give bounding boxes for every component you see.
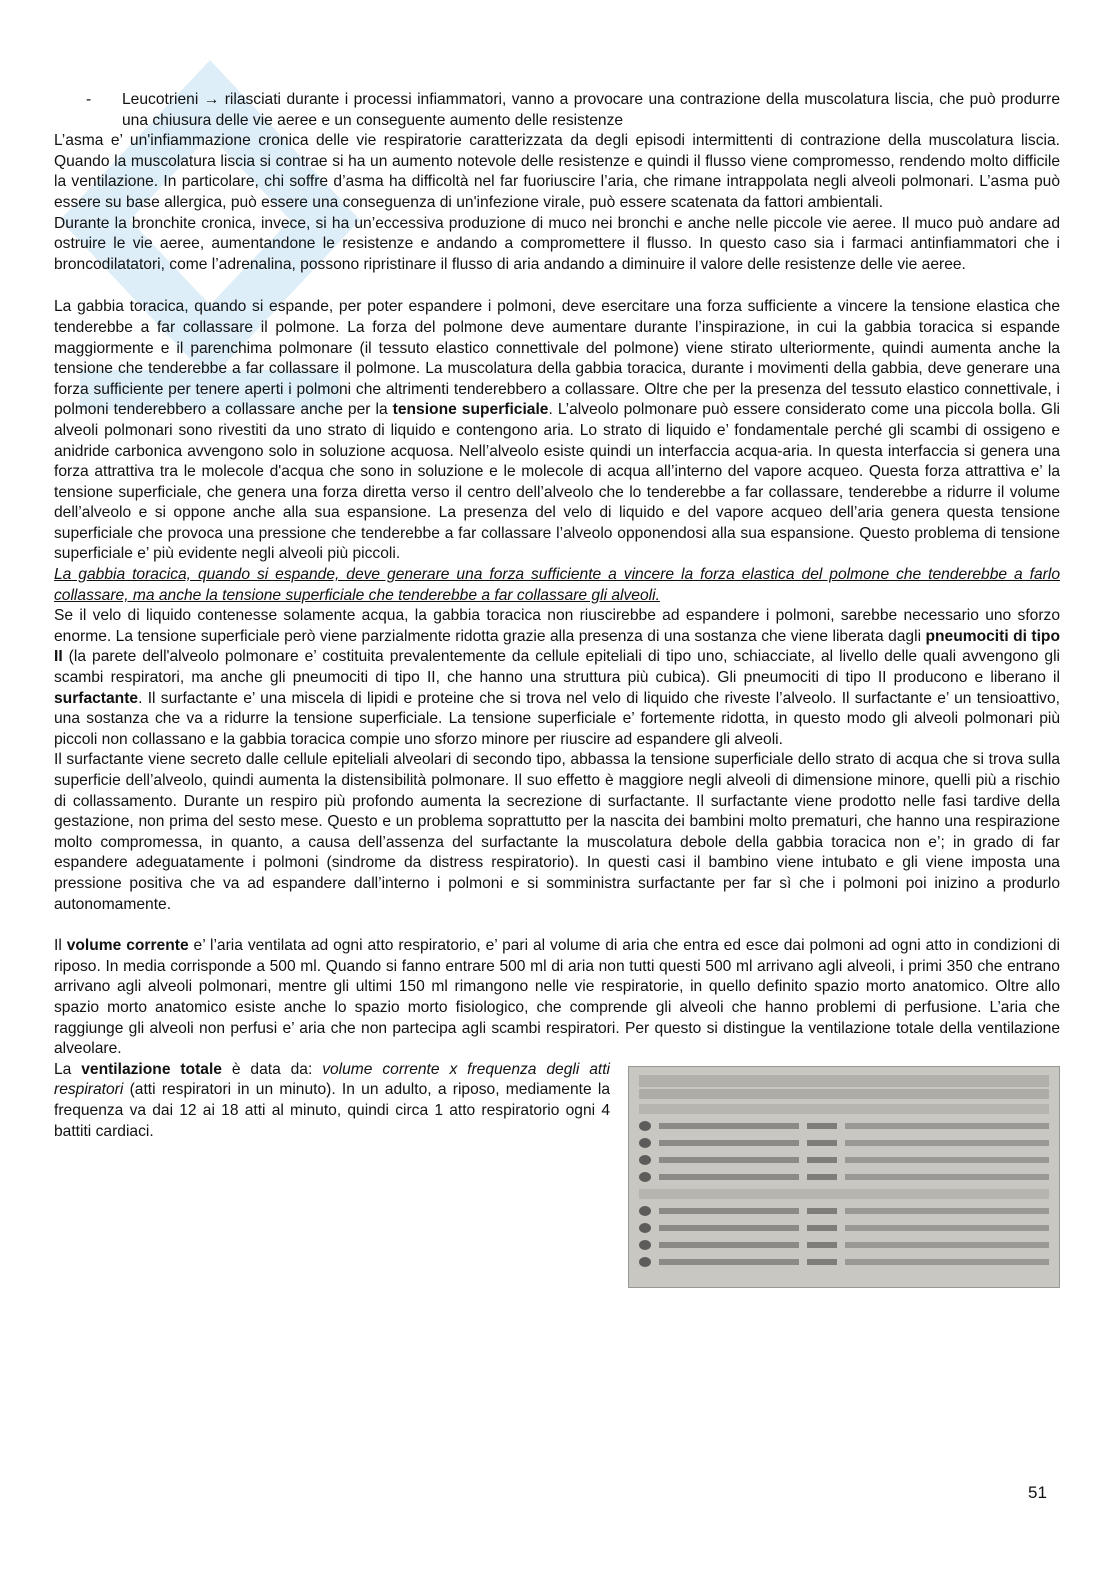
- bullet-item: [54, 90, 1060, 131]
- paragraph-gabbia-toracica: La gabbia toracica, quando si espande, per poter espandere i polmoni, deve esercitare una forza sufficiente a vincere la tensione elastica che tenderebbe a far collassare il polmone. La forza del polmone deve aumentare durante l’inspirazione, in cui la gabbia toracica si espande maggiormente e il parenchima polmonare (il tessuto elastico connettivale del polmone) viene stirato ulteriormente, quindi aumenta anche la tensione che tenderebbe a far collassare il polmone. La muscolatura della gabbia toracica, durante i movimenti della gabbia, deve generare una forza sufficiente per tenere aperti i polmoni che altrimenti tenderebbero a collassare. Oltre che per la presenza del tessuto elastico connettivale, i polmoni tenderebbero a collassare anche per la tensione superficiale. L’alveolo polmonare può essere considerato come una piccola bolla. Gli alveoli polmonari sono rivestiti da uno strato di liquido e contengono aria. Lo strato di liquido e’ fondamentale perché gli scambi di ossigeno e anidride carbonica avvengono solo in soluzione acquosa. Nell’alveolo esiste quindi un interfaccia acqua-aria. In questa interfaccia si genera una forza attrattiva tra le molecole d'acqua che sono in soluzione e le molecole di acqua all’interno del vapore acqueo. Questa forza attrattiva e’ la tensione superficiale, che genera una forza diretta verso il centro dell’alveolo che lo tenderebbe a far collassare, tenderebbe a ridurre il volume dell’alveolo e si oppone anche alla sua espansione. La presenza del velo di liquido e del vapore acqueo dell’aria genera questa tensione superficiale che provoca una pressione che tenderebbe a far collassare l’alveolo opponendosi alla sua espansione. Questo problema di tensione superficiale e’ più evidente negli alveoli più piccoli.: [54, 298, 1060, 563]
- bold-term: surfactante: [54, 689, 139, 707]
- bullet-text: Leucotrieni → rilasciati durante i processi infiammatori, vanno a provocare una contrazione della muscolatura liscia, che può produrre una chiusura delle vie aeree e un conseguente aumento delle resistenze: [122, 91, 1060, 129]
- document-body: [54, 90, 1060, 1294]
- lung-volumes-table-image: [628, 1066, 1060, 1288]
- paragraph-bronchite: Durante la bronchite cronica, invece, si ha un’eccessiva produzione di muco nei bronchi e anche nelle piccole vie aeree. Il muco può andare ad ostruire le vie aeree, aumentandone le resistenze e andando a compromettere il flusso. In questo caso sia i farmaci antinfiammatori che i broncodilatatori, come l’adrenalina, possono ripristinare il flusso di aria andando a diminuire il valore delle resistenze delle vie aeree.: [54, 214, 1060, 273]
- paragraph-asma: L’asma e’ un'infiammazione cronica delle vie respiratorie caratterizzata da degli episodi intermittenti di contrazione della muscolatura liscia. Quando la muscolatura liscia si contrae si ha un aumento notevole delle resistenze e quindi il flusso viene compromesso, rendendo molto difficile la ventilazione. In particolare, chi soffre d’asma ha difficoltà nel far fuoriuscire l’aria, che rimane intrappolata negli alveoli polmonari. L’asma può essere su base allergica, può essere una conseguenza di un'infezione virale, può essere scatenata da fattori ambientali.: [54, 132, 1060, 211]
- paragraph-surfactante: Se il velo di liquido contenesse solamente acqua, la gabbia toracica non riuscirebbe ad espandere i polmoni, sarebbe necessario uno sforzo enorme. La tensione superficiale però viene parzialmente ridotta grazie alla presenza di una sostanza che viene liberata dagli pneumociti di tipo II (la parete dell'alveolo polmonare e’ costituita prevalentemente da cellule epiteliali di tipo uno, schiacciate, al livello delle quali avvengono gli scambi respiratori, ma anche gli pneumociti di tipo II, che hanno una struttura più cubica). Gli pneumociti di tipo II producono e liberano il surfactante. Il surfactante e’ una miscela di lipidi e proteine che si trova nel velo di liquido che riveste l’alveolo. Il surfactante e’ un tensioattivo, una sostanza che va a ridurre la tensione superficiale. La tensione superficiale e’ fortemente ridotta, in questo modo gli alveoli polmonari più piccoli non collassano e la gabbia toracica compie uno sforzo minore per riuscire ad espandere gli alveoli.: [54, 607, 1060, 748]
- bold-term: ventilazione totale: [81, 1060, 222, 1078]
- bullet-dash: -: [86, 91, 92, 108]
- paragraph-underlined-summary: La gabbia toracica, quando si espande, deve generare una forza sufficiente a vincere la forza elastica del polmone che tenderebbe a farlo collassare, ma anche la tensione superficiale che tenderebbe a far collassare gli alveoli.: [54, 566, 1060, 604]
- paragraph-ventilazione-totale: La ventilazione totale è data da: volume corrente x frequenza degli atti respiratori (atti respiratori in un minuto). In un adulto, a riposo, mediamente la frequenza va dai 12 ai 18 atti al minuto, quindi circa 1 atto respiratorio ogni 4 battiti cardiaci.: [54, 1060, 610, 1140]
- bold-term: tensione superficiale: [392, 401, 549, 419]
- page-number: 51: [1028, 1483, 1047, 1502]
- paragraph-volume-corrente: Il volume corrente e’ l’aria ventilata ad ogni atto respiratorio, e’ pari al volume di aria che entra ed esce dai polmoni ad ogni atto in condizioni di riposo. In media corrisponde a 500 ml. Quando si fanno entrare 500 ml di aria non tutti questi 500 ml arrivano agli alveoli, i primi 350 che entrano arrivano agli alveoli polmonari, mentre gli ultimi 150 ml rimangono nelle vie respiratorie, in quello definito spazio morto anatomico. Oltre allo spazio morto anatomico esiste anche lo spazio morto fisiologico, che comprende gli alveoli che hanno problemi di perfusione. L’aria che raggiunge gli alveoli non perfusi e’ aria che non partecipa agli scambi respiratori. Per questo si distingue la ventilazione totale della ventilazione alveolare.: [54, 937, 1060, 1058]
- bold-term: pneumociti di tipo II: [54, 627, 1060, 666]
- paragraph-surfactante-secrezione: Il surfactante viene secreto dalle cellule epiteliali alveolari di secondo tipo, abbassa la tensione superficiale dello strato di acqua che si trova sulla superficie dell’alveolo, quindi aumenta la distensibilità polmonare. Il suo effetto è maggiore negli alveoli di dimensione minore, quelli più a rischio di collassamento. Durante un respiro più profondo aumenta la secrezione di surfactante. Il surfactante viene prodotto nelle fasi tardive della gestazione, non prima del sesto mese. Questo e un problema soprattutto per la nascita dei bambini molto prematuri, che hanno una respirazione molto compromessa, in quanto, a causa dell’assenza del surfactante la muscolatura debole della gabbia toracica non e’; in grado di far espandere adeguatamente i polmoni (sindrome da distress respiratorio). In questi casi il bambino viene intubato e gli viene imposta una pressione positiva che va ad espandere dall’interno i polmoni e si somministra surfactante per far sì che i polmoni poi inizino a produrlo autonomamente.: [54, 751, 1060, 913]
- bold-term: volume corrente: [66, 937, 189, 955]
- italic-formula: volume corrente x frequenza degli atti respiratori: [54, 1060, 610, 1099]
